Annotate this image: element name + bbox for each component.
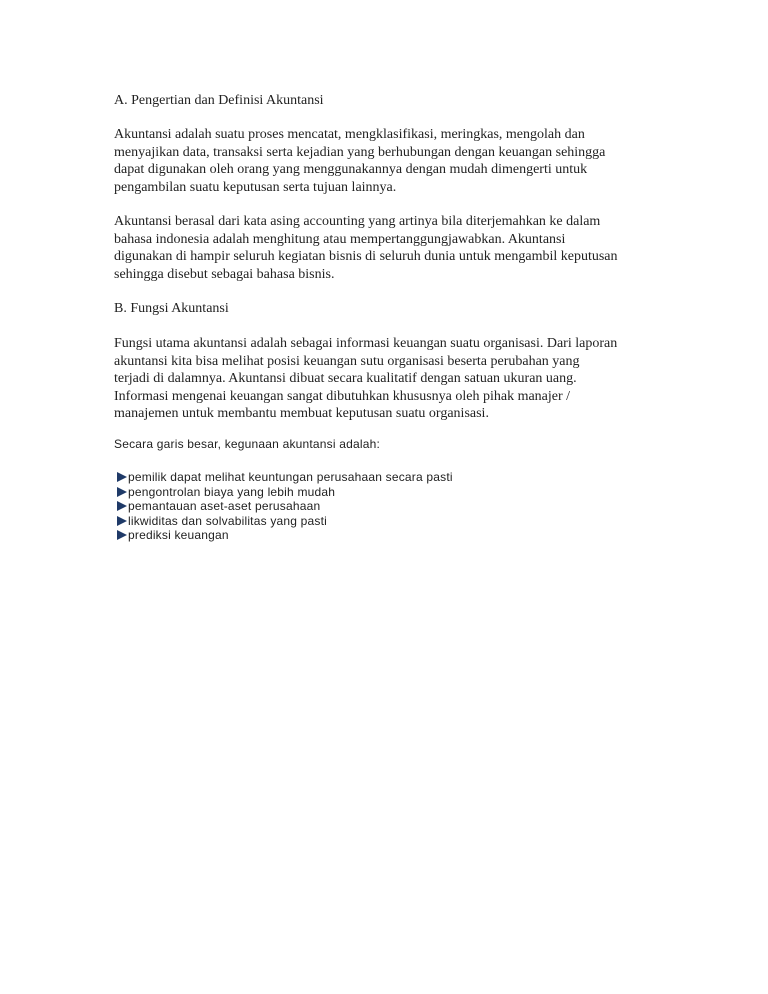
list-item: [114, 514, 453, 529]
paragraph-line: Fungsi utama akuntansi adalah sebagai informasi keuangan suatu organisasi. Dari laporan: [114, 336, 618, 351]
triangle-bullet-icon: [117, 516, 127, 526]
section-a-heading: A. Pengertian dan Definisi Akuntansi: [114, 93, 324, 108]
usage-list: [114, 470, 453, 543]
usage-intro: Secara garis besar, kegunaan akuntansi adalah:: [114, 437, 381, 451]
paragraph-line: sehingga disebut sebagai bahasa bisnis.: [114, 266, 335, 282]
paragraph-line: Akuntansi berasal dari kata asing accounting yang artinya bila diterjemahkan ke dalam: [114, 214, 601, 229]
paragraph-line: dapat digunakan oleh orang yang menggunakannya dengan mudah dimengerti untuk: [114, 162, 588, 177]
triangle-bullet-icon: [117, 472, 127, 482]
section-a-paragraph-2: [114, 213, 674, 283]
section-a-paragraph-1: [114, 126, 674, 196]
section-b-heading: B. Fungsi Akuntansi: [114, 301, 229, 316]
list-item: [114, 485, 453, 500]
triangle-bullet-icon: [117, 501, 127, 511]
list-item-text: pemilik dapat melihat keuntungan perusahaan secara pasti: [128, 470, 453, 484]
list-item: [114, 528, 453, 543]
paragraph-line: pengambilan suatu keputusan serta tujuan lainnya.: [114, 179, 397, 195]
list-item-text: pengontrolan biaya yang lebih mudah: [128, 484, 336, 499]
paragraph-line: bahasa indonesia adalah menghitung atau mempertanggungjawabkan. Akuntansi: [114, 231, 566, 247]
triangle-bullet-icon: [117, 487, 127, 497]
list-item-text: likwiditas dan solvabilitas yang pasti: [128, 513, 328, 528]
paragraph-line: terjadi di dalamnya. Akuntansi dibuat secara kualitatif dengan satuan ukuran uang.: [114, 371, 577, 386]
paragraph-line: digunakan di hampir seluruh kegiatan bisnis di seluruh dunia untuk mengambil keputusan: [114, 249, 618, 264]
list-item: [114, 470, 453, 485]
paragraph-line: Informasi mengenai keuangan sangat dibutuhkan khususnya oleh pihak manajer /: [114, 388, 571, 404]
list-item-text: pemantauan aset-aset perusahaan: [128, 499, 321, 513]
paragraph-line: Akuntansi adalah suatu proses mencatat, mengklasifikasi, meringkas, mengolah dan: [114, 127, 585, 142]
paragraph-line: menyajikan data, transaksi serta kejadian yang berhubungan dengan keuangan sehingga: [114, 144, 606, 160]
triangle-bullet-icon: [117, 530, 127, 540]
list-item-text: prediksi keuangan: [128, 528, 229, 542]
list-item: [114, 499, 453, 514]
paragraph-line: akuntansi kita bisa melihat posisi keuangan sutu organisasi beserta perubahan yang: [114, 353, 580, 369]
section-b-paragraph-1: [114, 335, 674, 423]
paragraph-line: manajemen untuk membantu membuat keputusan suatu organisasi.: [114, 406, 489, 421]
